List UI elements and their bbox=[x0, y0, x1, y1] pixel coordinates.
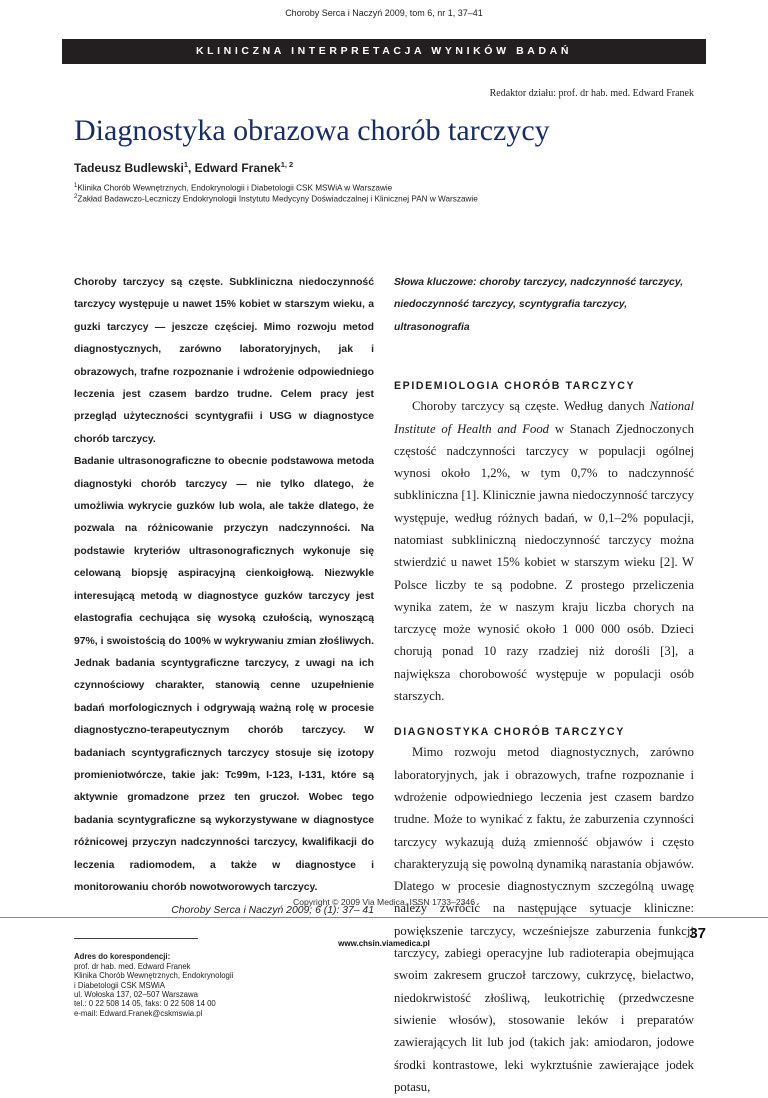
section-heading-diagnostics: DIAGNOSTYKA CHORÓB TARCZYCY bbox=[394, 726, 625, 739]
correspondence-line: Klinika Chorób Wewnętrznych, Endokrynologii bbox=[74, 971, 234, 981]
section-body-epidemiology bbox=[394, 395, 694, 707]
citation: Choroby Serca i Naczyń 2009; 6 (1): 37– 41 bbox=[171, 905, 374, 917]
abstract-paragraph: Badanie ultrasonograficzne to obecnie podstawowa metoda diagnostyki chorób tarczycy — nie tylko dlatego, że umożliwia wykrycie guzków lub wola, ale także dlatego, że pozwala na różnicowanie przyczyn nadczynności. Na podstawie kryteriów ultrasonograficznych wykonuje się celowaną biopsję aspiracyjną cienkoigłową. Niezwykle interesującą metodą w diagnostyce guzków tarczycy jest elastografia cechująca się wysoką czułością, wynoszącą 97%, i swoistością do 100% w wykrywaniu zmian złośliwych. Jednak badania scyntygraficzne tarczycy, z uwagi na ich czynnościowy charakter, stanowią cenne uzupełnienie badań morfologicznych i odgrywają ważną rolę w procesie diagnostyczno-terapeutycznym chorób tarczycy. W badaniach scyntygraficznych tarczycy stosuje się izotopy promieniotwórcze, takie jak: Tc99m, I-123, I-131, które są aktywnie gromadzone przez ten gruczoł. Wobec tego badania scyntygraficzne są wykorzystywane w diagnostyce różnicowej przyczyn nadczynności tarczycy, kwalifikacji do leczenia radiomodem, a także w diagnostyce i monitorowaniu chorób nowotworowych tarczycy. bbox=[74, 456, 374, 893]
abstract-paragraph: Choroby tarczycy są częste. Subkliniczna niedoczynność tarczycy występuje u nawet 15% kobiet w starszym wieku, a guzki tarczycy — jeszcze częściej. Mimo rozwoju metod diagnostycznych, zarówno laboratoryjnych, jak i obrazowych, trafne rozpoznanie i wdrożenie odpowiedniego leczenia jest czasem bardzo trudne. Celem pracy jest przegląd użyteczności scyntygrafii i USG w diagnostyce chorób tarczycy. bbox=[74, 277, 374, 445]
affiliation bbox=[74, 183, 392, 193]
section-editor: Redaktor działu: prof. dr hab. med. Edward Franek bbox=[489, 88, 694, 99]
correspondence-line: prof. dr hab. med. Edward Franek bbox=[74, 961, 191, 971]
text-run-italic: National Institute of Health and Food bbox=[394, 399, 694, 436]
page-number: 37 bbox=[689, 925, 706, 942]
keywords: Słowa kluczowe: choroby tarczycy, nadczynność tarczycy, niedoczynność tarczycy, scyntygrafia tarczycy, ultrasonografia bbox=[394, 277, 684, 333]
abstract bbox=[74, 272, 374, 899]
correspondence-line: e-mail: Edward.Franek@cskmswia.pl bbox=[74, 1008, 203, 1018]
author-affiliation-mark: 1 bbox=[183, 160, 188, 169]
affiliation-text: Klinika Chorób Wewnętrznych, Endokrynologii i Diabetologii CSK MSWiA w Warszawie bbox=[77, 183, 393, 193]
text-run: w Stanach Zjednoczonych częstość nadczynności tarczycy w populacji ogólnej wynosi około 1,2%, w tym 0,7% to nadczynność subkliniczna [1]. Klinicznie jawna niedoczynność tarczycy występuje, według różnych badań, w 0,1–2% populacji, natomiast subkliniczną niedoczynność tarczycy można stwierdzić u nawet 15% kobiet w starszym wieku [2]. W Polsce liczby te są podobne. Z prostego przeliczenia wynika zatem, że w naszym kraju liczba chorych na tarczycę może wynosić około 1 000 000 osób. Dzieci chorują ponad 10 razy rzadziej niż dorośli [3], a największa chorobowość występuje w populacji osób starszych. bbox=[394, 421, 694, 704]
correspondence-title: Adres do korespondencji: bbox=[74, 952, 171, 962]
author-list bbox=[74, 160, 293, 175]
correspondence-line: tel.: 0 22 508 14 05, faks: 0 22 508 14 00 bbox=[74, 999, 216, 1009]
affiliation-number: 1 bbox=[74, 183, 78, 189]
article-title: Diagnostyka obrazowa chorób tarczycy bbox=[74, 114, 550, 147]
correspondence-line: ul. Wołoska 137, 02–507 Warszawa bbox=[74, 990, 198, 999]
journal-header: Choroby Serca i Naczyń 2009, tom 6, nr 1, 37–41 bbox=[285, 8, 483, 18]
author-name: Tadeusz Budlewski bbox=[74, 161, 184, 175]
text-run: Choroby tarczycy są częste. Według danych bbox=[412, 399, 650, 414]
footer-divider bbox=[0, 917, 768, 918]
correspondence-address bbox=[74, 952, 374, 1018]
correspondence-line: i Diabetologii CSK MSWiA bbox=[74, 980, 165, 990]
copyright: Copyright © 2009 Via Medica, ISSN 1733–2346 bbox=[293, 897, 475, 907]
section-body-diagnostics bbox=[394, 741, 694, 1098]
journal-website: www.chsin.viamedica.pl bbox=[338, 939, 430, 948]
author-separator: , bbox=[187, 161, 195, 175]
section-heading-epidemiology: EPIDEMIOLOGIA CHORÓB TARCZYCY bbox=[394, 380, 636, 393]
affiliation-number: 2 bbox=[74, 194, 78, 200]
affiliation-text: Zakład Badawczo-Leczniczy Endokrynologii Instytutu Medycyny Doświadczalnej i Klinicznej PAN w Warszawie bbox=[77, 194, 478, 204]
section-banner: KLINICZNA INTERPRETACJA WYNIKÓW BADAŃ bbox=[62, 39, 706, 64]
right-column bbox=[394, 272, 694, 1098]
text-run: Mimo rozwoju metod diagnostycznych, zarówno laboratoryjnych, jak i obrazowych, trafne rozpoznanie i wdrożenie odpowiedniego leczenia jest czasem bardzo trudne. Może to wynikać z faktu, że zaburzenia czynności tarczycy wykazują dużą zmienność objawów i często charakteryzują się powolną dynamiką narastania objawów. Dlatego w procesie diagnostycznym szczególną uwagę należy zwrócić na następujące sytuacje kliniczne: powiększenie tarczycy, wcześniejsze zaburzenia funkcji tarczycy, zabiegi operacyjne lub radioterapia obejmująca swoim zakresem gruczoł tarczowy, cukrzycę, bielactwo, niedokrwistość złośliwą, leukotrichię (przedwczesne siwienie włosów), stosowanie leków i preparatów zawierających lit lub jod (takich jak: amiodaron, jodowe środki kontrastowe, leki wykrztuśnie zawierające jodek potasu, bbox=[394, 745, 694, 1094]
author-name: Edward Franek bbox=[194, 161, 281, 175]
affiliation bbox=[74, 194, 478, 204]
author-affiliation-mark: 1, 2 bbox=[280, 160, 294, 169]
